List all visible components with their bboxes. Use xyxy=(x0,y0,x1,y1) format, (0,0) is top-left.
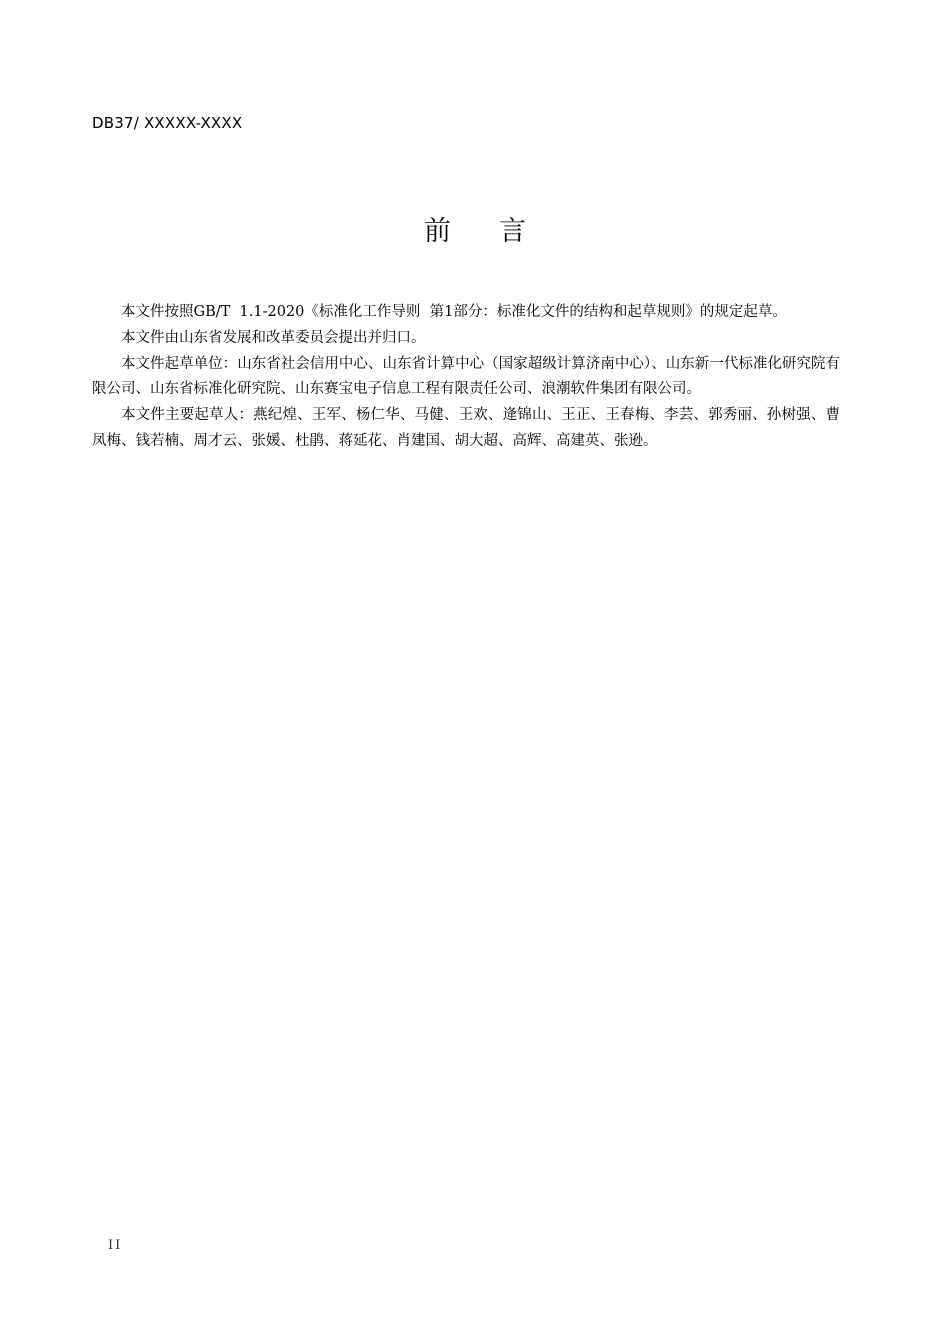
paragraph-drafting-basis: 本文件按照GB/T 1.1-2020《标准化工作导则 第1部分：标准化文件的结构和起草规则》的规定起草。 xyxy=(121,304,787,320)
page-number: II xyxy=(108,1238,123,1253)
standard-code: DB37/ XXXXX-XXXX xyxy=(92,114,243,132)
paragraph-drafting-units: 本文件起草单位：山东省社会信用中心、山东省计算中心（国家超级计算济南中心）、山东新一代标准化研究院有限公司、山东省标准化研究院、山东赛宝电子信息工程有限责任公司、浪潮软件集团有限公司。 xyxy=(92,355,840,398)
paragraph-proposer: 本文件由山东省发展和改革委员会提出并归口。 xyxy=(121,329,426,346)
foreword-body xyxy=(92,300,840,455)
section-title-foreword: 前言 xyxy=(424,216,574,247)
paragraph-main-drafters: 本文件主要起草人：燕纪煌、王军、杨仁华、马健、王欢、逄锦山、王正、王春梅、李芸、郭秀丽、孙树强、曹凤梅、钱若楠、周才云、张媛、杜鹃、蒋延花、肖建国、胡大超、高辉、高建英、张逊。 xyxy=(92,407,840,449)
